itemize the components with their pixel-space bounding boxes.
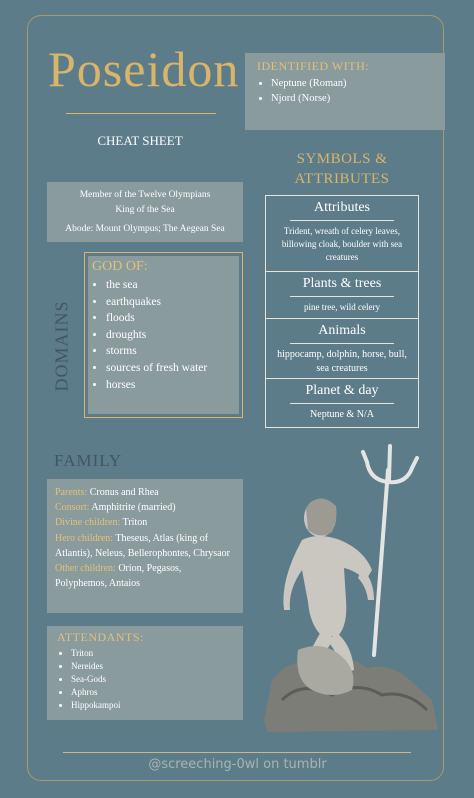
family-parents: Parents: Cronus and Rhea [55, 487, 159, 498]
attributes-text: Trident, wreath of celery leaves, billowing cloak, boulder with sea creatures [281, 226, 403, 262]
animals-text: hippocamp, dolphin, horse, bull, sea creatures [277, 349, 407, 374]
attendant-item: • Hippokampoi [71, 699, 243, 712]
plants-box [265, 271, 419, 319]
attendant-item: • Aphros [71, 686, 243, 699]
attendants-heading: ATTENDANTS: [57, 630, 144, 644]
attendants-list [47, 647, 243, 712]
attributes-heading: Attributes [314, 200, 370, 215]
attendant-item: • Triton [71, 647, 243, 660]
planet-box [265, 378, 419, 428]
plants-text: pine tree, wild celery [304, 302, 380, 312]
attributes-box [265, 195, 419, 272]
intro-panel [47, 182, 243, 242]
attendant-item: • Sea-Gods [71, 673, 243, 686]
attendants-panel [47, 626, 243, 720]
planet-text: Neptune & N/A [310, 409, 374, 420]
family-divine-children: Divine children: Triton [55, 517, 148, 529]
god-of-panel [88, 256, 239, 414]
abode-line: Abode: Mount Olympus; The Aegean Sea [65, 224, 225, 234]
footer-divider [63, 752, 411, 753]
intro-line: King of the Sea [115, 205, 175, 215]
identified-item: • Njord (Norse) [271, 91, 445, 106]
footer-credit: @screeching-0wl on tumblr [148, 757, 327, 772]
domains-label: DOMAINS [51, 300, 72, 392]
symbols-title: SYMBOLS & ATTRIBUTES [294, 151, 390, 187]
identified-list [245, 76, 445, 106]
trident-icon [363, 446, 417, 655]
domain-item: • earthquakes [106, 294, 239, 311]
animals-heading: Animals [318, 323, 366, 338]
god-of-heading: GOD OF: [92, 259, 148, 274]
title-underline [66, 113, 216, 114]
domain-item: • the sea [106, 277, 239, 294]
page-title: Poseidon [48, 41, 240, 97]
page-subtitle: CHEAT SHEET [97, 133, 183, 148]
family-panel [47, 479, 243, 613]
plants-heading: Plants & trees [302, 276, 382, 291]
domain-item: • floods [106, 310, 239, 327]
domain-item: • horses [106, 377, 239, 394]
identified-item: • Neptune (Roman) [271, 76, 445, 91]
intro-line: Member of the Twelve Olympians [79, 190, 211, 200]
domain-item: • droughts [106, 327, 239, 344]
family-title: FAMILY [54, 451, 123, 470]
god-of-list [88, 277, 239, 393]
attendant-item: • Nereides [71, 660, 243, 673]
animals-box [265, 318, 419, 379]
domain-item: • storms [106, 343, 239, 360]
planet-heading: Planet & day [305, 383, 379, 398]
family-other-children: Other children: Orion, Pegasos, Polyphemos, Antaios [55, 563, 182, 590]
poseidon-statue-image [262, 440, 442, 740]
domain-item: • sources of fresh water [106, 360, 239, 377]
identified-with-panel [245, 53, 445, 130]
family-hero-children: Hero children: Theseus, Atlas (king of Atlantis), Neleus, Bellerophontes, Chrysaor [55, 532, 230, 559]
family-consort: Consort: Amphitrite (married) [55, 502, 176, 514]
identified-heading: IDENTIFIED WITH: [257, 59, 370, 73]
